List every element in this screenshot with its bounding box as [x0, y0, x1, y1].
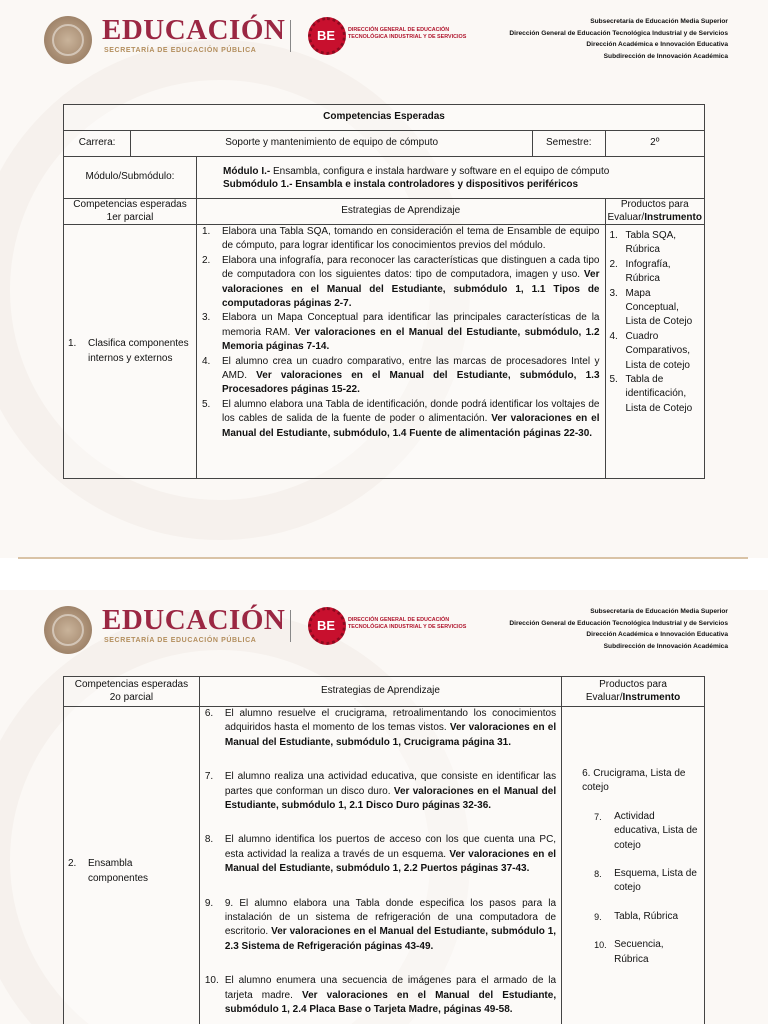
- header-divider: [290, 20, 291, 52]
- column-header-productos: [605, 199, 705, 225]
- item-number: 4.: [202, 355, 211, 367]
- productos-cell: [562, 707, 705, 1024]
- item-number: 10.: [594, 940, 607, 951]
- list-item: [200, 355, 600, 398]
- competencia-cell: [64, 707, 200, 1024]
- list-item: [608, 287, 703, 330]
- list-item: [592, 810, 698, 853]
- header-title: EDUCACIÓN: [102, 14, 286, 46]
- header-line-1: Subsecretaría de Educación Media Superior: [590, 608, 728, 615]
- column-header-estrategias: Estrategias de Aprendizaje: [199, 677, 561, 707]
- list-item: [608, 258, 703, 287]
- item-number: 6.: [204, 708, 214, 719]
- item-number: 1.: [202, 226, 211, 237]
- dgeti-logo-icon: [308, 17, 346, 55]
- productos-header-text: Productos para Evaluar/: [607, 199, 689, 223]
- header-line-2: Dirección General de Educación Tecnológica Industrial y de Servicios: [509, 29, 728, 37]
- list-item: [203, 833, 556, 876]
- item-reference: Ver valoraciones en el Manual del Estudiante, submódulo 1, 2.2 Puertos páginas 37-43.: [224, 848, 557, 875]
- column-header-productos: [562, 677, 705, 707]
- estrategias-cell: [197, 225, 606, 479]
- modulo-number: Módulo I.-: [223, 165, 271, 177]
- dgeti-line-2: TECNOLÓGICA INDUSTRIAL Y DE SERVICIOS: [348, 33, 467, 40]
- item-number: 1.: [609, 230, 618, 241]
- item-reference: Ver valoraciones en el Manual del Estudiante, submódulo 1, 2.4 Placa Base o Tarjeta Madre, páginas 49-58.: [224, 989, 557, 1016]
- item-text: Infografía, Rúbrica: [625, 258, 671, 285]
- item-number: 6.: [582, 768, 591, 779]
- list-item: [592, 867, 698, 896]
- item-number: 7.: [204, 771, 214, 783]
- item-text: Secuencia, Rúbrica: [614, 939, 664, 965]
- header-line-4: Subdirección de Innovación Académica: [603, 642, 728, 650]
- competencia-number: 2.: [68, 858, 77, 870]
- page-header: [0, 0, 768, 80]
- item-text: El alumno enumera una secuencia de imágenes para el armado de la tarjeta madre.: [224, 975, 557, 1001]
- item-reference: Ver valoraciones en el Manual del Estudiante, submódulo, 1.3 Procesadores páginas 15-22.: [222, 370, 600, 396]
- item-text: El alumno resuelve el crucigrama, retroalimentando los conocimientos adquiridos hasta el momento de los temas vistos.: [224, 708, 557, 734]
- header-line-1: Subsecretaría de Educación Media Superior: [590, 18, 728, 25]
- list-item: [608, 330, 703, 373]
- dgeti-name: [348, 617, 466, 630]
- item-reference: Ver valoraciones en el Manual del Estudiante, submódulo 1, Crucigrama página 31.: [224, 722, 557, 748]
- instrumento-header-text: Instrumento: [622, 691, 681, 703]
- carrera-label: Carrera:: [64, 131, 131, 157]
- item-text: El alumno identifica los puertos de acceso con los que cuenta una PC, esta actividad la realiza a través de un esquema.: [224, 834, 557, 860]
- item-number: 7.: [594, 811, 602, 822]
- modulo-value: [197, 157, 705, 199]
- productos-cell: [605, 225, 705, 479]
- column-header-competencias: Competencias esperadas 1er parcial: [64, 199, 197, 225]
- item-reference: Ver valoraciones en el Manual del Estudiante, submódulo 1, 1.1 Tipos de computadoras páginas 2-7.: [222, 269, 600, 310]
- header-line-4: Subdirección de Innovación Académica: [603, 52, 728, 60]
- item-text: Esquema, Lista de cotejo: [614, 868, 697, 894]
- semestre-value: 2º: [605, 131, 705, 157]
- mexico-seal-icon: [44, 16, 92, 64]
- item-text: El alumno realiza una actividad educativa, que consiste en identificar las partes que conforman un disco duro.: [224, 771, 557, 797]
- header-subtitle: SECRETARÍA DE EDUCACIÓN PÚBLICA: [104, 47, 257, 54]
- dgeti-line-1: DIRECCIÓN GENERAL DE EDUCACIÓN: [348, 27, 450, 33]
- page-separator: [18, 557, 748, 559]
- header-line-2: Dirección General de Educación Tecnológica Industrial y de Servicios: [509, 619, 728, 627]
- list-item: [200, 225, 600, 254]
- column-header-competencias: Competencias esperadas 2o parcial: [64, 677, 200, 707]
- item-text: Tabla, Rúbrica: [614, 910, 679, 922]
- list-item: [592, 938, 698, 967]
- list-item: [582, 767, 698, 796]
- item-text: Elabora un Mapa Conceptual para identificar las principales características de la memoria RAM.: [222, 312, 600, 338]
- item-text: Tabla SQA, Rúbrica: [625, 230, 677, 256]
- competencia-cell: [64, 225, 197, 479]
- item-text: Elabora una Tabla SQA, tomando en consideración el tema de Ensamble de equipo de cómputo, para lograr identificar los conocimientos previos del módulo.: [222, 226, 600, 252]
- header-right-text: [509, 606, 728, 652]
- item-text: Mapa Conceptual, Lista de Cotejo: [625, 287, 693, 328]
- table-title: Competencias Esperadas: [64, 105, 705, 131]
- competencias-table-1: [63, 104, 705, 479]
- list-item: [203, 707, 556, 750]
- competencia-number: 1.: [68, 338, 77, 350]
- header-subtitle: SECRETARÍA DE EDUCACIÓN PÚBLICA: [104, 637, 257, 644]
- modulo-text: Ensambla, configura e instala hardware y software en el equipo de cómputo: [270, 165, 610, 177]
- item-text: 9. El alumno elabora una Tabla donde especifica los pasos para la instalación de un sistema de refrigeración de una computadora de escritorio.: [224, 897, 557, 938]
- productos-header-text: Productos para Evaluar/: [585, 679, 667, 703]
- dgeti-logo-icon: [308, 607, 346, 645]
- document-page-2: [0, 590, 768, 1024]
- item-text: Tabla de identificación, Lista de Cotejo: [625, 374, 693, 414]
- list-item: [200, 254, 600, 312]
- header-line-3: Dirección Académica e Innovación Educativa: [586, 41, 728, 49]
- header-title: EDUCACIÓN: [102, 604, 286, 636]
- item-reference: Ver valoraciones en el Manual del Estudiante, submódulo, 1.4 Fuente de alimentación páginas 22-30.: [222, 413, 600, 439]
- competencia-text: Clasifica componentes internos y externos: [88, 338, 189, 364]
- mexico-seal-icon: [44, 606, 92, 654]
- list-item: [200, 311, 600, 354]
- submodulo-text: Submódulo 1.- Ensambla e instala controladores y dispositivos periféricos: [223, 178, 579, 190]
- item-number: 2.: [202, 254, 211, 266]
- list-item: [200, 398, 600, 441]
- header-line-3: Dirección Académica e Innovación Educativa: [586, 631, 728, 639]
- item-text: El alumno crea un cuadro comparativo, entre las marcas de procesadores Intel y AMD.: [222, 355, 600, 382]
- semestre-label: Semestre:: [533, 131, 605, 157]
- item-reference: Ver valoraciones en el Manual del Estudiante, submódulo 1, 2.3 Sistema de Refrigeración páginas 43-49.: [224, 926, 557, 952]
- item-reference: Ver valoraciones en el Manual del Estudiante, submódulo, 1.2 Memoria páginas 7-14.: [222, 326, 600, 353]
- item-number: 2.: [609, 258, 618, 270]
- item-number: 5.: [202, 398, 211, 410]
- carrera-value: Soporte y mantenimiento de equipo de cómputo: [131, 131, 533, 157]
- item-number: 3.: [202, 312, 211, 324]
- estrategias-cell: [199, 707, 561, 1024]
- item-number: 10.: [204, 975, 219, 987]
- competencias-table-2: [63, 676, 705, 1024]
- header-right-text: [509, 16, 728, 62]
- list-item: [608, 229, 703, 258]
- instrumento-header-text: Instrumento: [644, 211, 702, 223]
- list-item: [608, 373, 703, 416]
- item-number: 8.: [594, 869, 602, 880]
- list-item: [203, 974, 556, 1017]
- item-text: Cuadro Comparativos, Lista de cotejo: [625, 330, 690, 371]
- item-number: 9.: [204, 897, 214, 909]
- dgeti-line-2: TECNOLÓGICA INDUSTRIAL Y DE SERVICIOS: [348, 623, 467, 630]
- list-item: [592, 910, 698, 924]
- item-number: 3.: [609, 287, 618, 299]
- page-header: [0, 590, 768, 670]
- item-text: Crucigrama, Lista de cotejo: [582, 768, 686, 794]
- item-number: 5.: [609, 374, 618, 386]
- dgeti-name: [348, 27, 466, 40]
- competencia-text: Ensambla componentes: [88, 858, 149, 884]
- item-number: 4.: [609, 330, 618, 342]
- dgeti-line-1: DIRECCIÓN GENERAL DE EDUCACIÓN: [348, 617, 450, 623]
- item-text: Actividad educativa, Lista de cotejo: [614, 810, 698, 851]
- item-text: Elabora una infografía, para reconocer las características que distinguen a cada tipo de computadora con los siguientes datos: tipo de computadora, imagen y uso.: [222, 254, 600, 281]
- list-item: [203, 770, 556, 813]
- item-number: 9.: [594, 911, 602, 922]
- item-number: 8.: [204, 834, 214, 846]
- column-header-estrategias: Estrategias de Aprendizaje: [197, 199, 606, 225]
- modulo-label: Módulo/Submódulo:: [64, 157, 197, 199]
- list-item: [203, 897, 556, 955]
- item-text: El alumno elabora una Tabla de identificación, donde podrá identificar los voltajes de los cables de salida de la fuente de poder o alimentación.: [222, 398, 600, 425]
- header-divider: [290, 610, 291, 642]
- item-reference: Ver valoraciones en el Manual del Estudiante, submódulo 1, 2.1 Disco Duro páginas 32-36.: [224, 785, 557, 812]
